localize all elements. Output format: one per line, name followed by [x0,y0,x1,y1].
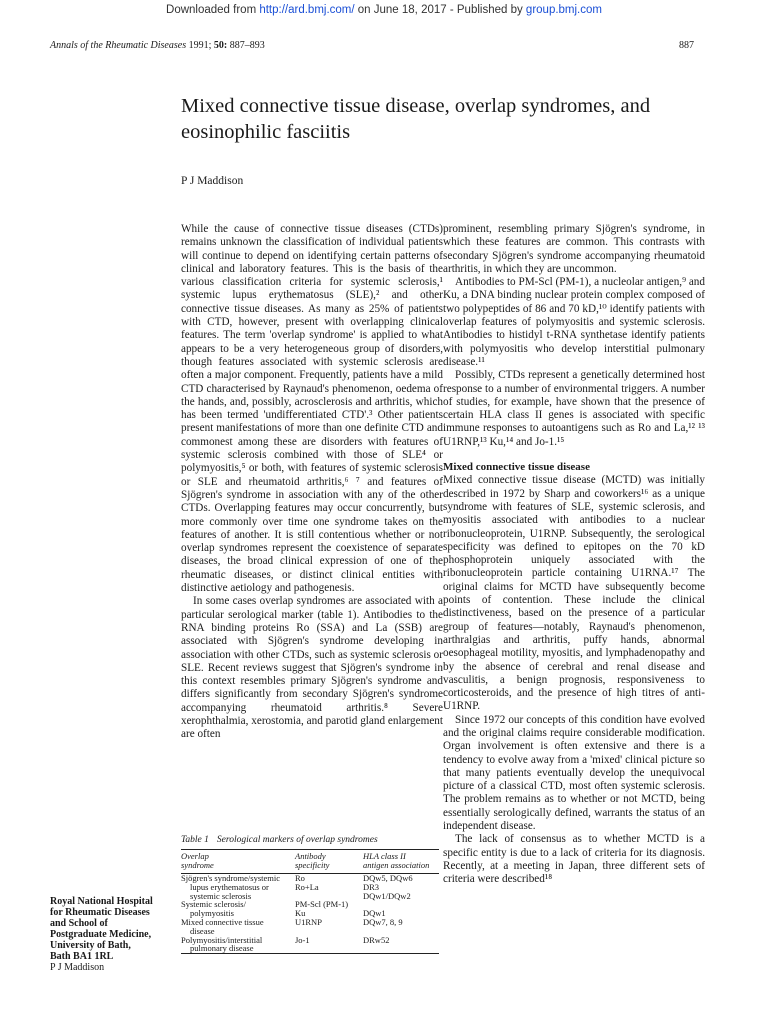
affiliation-line: and School of [50,918,108,929]
banner-prefix: Downloaded from [166,4,260,16]
header-antibody-specificity [295,850,363,874]
cell-line: Systemic sclerosis/ [181,899,246,910]
cell-line: systemic sclerosis [190,890,252,901]
cell-line: DQw1 [363,908,386,919]
cell-syndrome [181,936,295,954]
cell-antibody [295,900,363,918]
table-1 [181,835,443,954]
page-number: 887 [679,40,694,51]
cell-line: disease [190,925,215,936]
affiliation-author-name: P J Maddison [50,962,105,973]
download-banner [0,4,768,16]
header-line: antigen association [363,860,430,870]
table-label: Table 1 [181,835,209,845]
cell-syndrome [181,918,295,936]
body-column-right [443,223,705,887]
cell-hla: DRw52 [363,934,390,945]
cell-line: Polymyositis/interstitial [181,934,263,945]
author-affiliation [50,896,180,973]
body-column-left [181,223,443,742]
journal-reference [50,40,265,51]
section-heading: Mixed connective tissue disease [443,461,590,474]
affiliation-line: Bath BA1 1RL [50,951,114,962]
body-paragraph: Possibly, CTDs represent a genetically determined host response to a number of environmental triggers. A number of studies, for example, have shown that the presence of certain HLA class II genes is associated with specific immune responses to autoantigens such as Ro and La,¹² ¹³ U1RNP,¹³ Ku,¹⁴ and Jo-1.¹⁵ [443,369,705,448]
header-overlap-syndrome [181,850,295,874]
cell-line: polymyositis [190,908,234,919]
cell-line: Mixed connective tissue [181,916,264,927]
header-line: specificity [295,860,330,870]
body-paragraph: In some cases overlap syndromes are associated with a particular serological marker (table 1). Antibodies to the RNA binding proteins Ro (SSA) and La (SSB) are associated with Sjögren's syndrome developing in association with other CTDs, such as systemic sclerosis or SLE. Recent reviews suggest that Sjögren's syndrome in this context resembles primary Sjögren's syndrome and differs significantly from secondary Sjögren's syndrome accompanying rheumatoid arthritis.⁸ Severe xerophthalmia, xerostomia, and parotid gland enlargement are often [181,595,443,741]
table-header-row [181,850,439,874]
cell-line: DQw1/DQw2 [363,890,411,901]
article-title: Mixed connective tissue disease, overlap syndromes, and eosinophilic fasciitis [181,95,651,143]
cell-line: pulmonary disease [190,943,254,954]
cell-antibody: Jo-1 [295,934,310,945]
cell-hla [363,900,439,918]
body-paragraph: prominent, resembling primary Sjögren's syndrome, in which these features are common. This contrasts with secondary Sjögren's syndrome accompanying rheumatoid arthritis, in which they are uncommon. [443,223,705,275]
cell-line: Sjögren's syndrome/systemic [181,873,281,883]
journal-volume: 50: [213,40,228,51]
header-line: Overlap [181,851,209,861]
body-paragraph: Since 1972 our concepts of this condition have evolved and the original claims require considerable modification. Organ involvement is often extensive and there is a tendency to evolve away from a 'mixed' clinical picture so that many patients eventually develop the unequivocal picture of a classical CTD, most often systemic sclerosis. The problem remains as to whether or not MCTD, being essentially serologically defined, warrants the status of an independent disease. [443,713,705,833]
cell-line: DQw5, DQw6 [363,873,413,883]
serological-markers-table [181,849,439,954]
body-paragraph: Antibodies to PM-Scl (PM-1), a nucleolar antigen,⁹ and Ku, a DNA binding nuclear protein complex composed of two polypeptides of 86 and 70 kD,¹⁰ identify patients with overlap features of polymyositis and systemic sclerosis. Antibodies to histidyl t-RNA synthetase identify patients with polymyositis who develop interstitial pulmonary disease.¹¹ [443,276,705,368]
cell-line: Ro+La [295,881,319,892]
header-hla-association [363,850,439,874]
table-row [181,918,439,936]
affiliation-line: Postgraduate Medicine, [50,929,152,940]
cell-line: Ku [295,908,306,919]
cell-line: Ro [295,873,305,883]
header-line: Antibody [295,851,326,861]
banner-middle: on June 18, 2017 - Published by [354,4,526,16]
cell-antibody [295,874,363,901]
cell-line: DR3 [363,881,380,892]
body-paragraph: Mixed connective tissue disease (MCTD) was initially described in 1972 by Sharp and coworkers¹⁶ as a unique syndrome with features of SLE, systemic sclerosis, and myositis associated with antibodies to a nuclear ribonucleoprotein, U1RNP. Subsequently, the serological specificity was defined to epitopes on the 70 kD phosphoprotein uniquely associated with the ribonucleoprotein particle containing U1RNA.¹⁷ The original claims for MCTD have subsequently become points of contention. These include the clinical distinctiveness, based on the presence of a particular group of features—notably, Raynaud's phenomenon, arthralgias and arthritis, puffy hands, abnormal oesophageal motility, myositis, and lymphadenopathy and by the absence of cerebral and renal disease and vasculitis, a benign prognosis, responsiveness to corticosteroids, and the presence of high titres of anti-U1RNP. [443,474,705,713]
cell-syndrome [181,900,295,918]
table-row [181,936,439,954]
cell-syndrome [181,874,295,901]
table-caption [181,835,443,845]
affiliation-line: Royal National Hospital [50,896,153,907]
journal-pages: 887–893 [229,40,265,51]
article-author: P J Maddison [181,175,244,187]
table-caption-text: Serological markers of overlap syndromes [216,835,378,845]
affiliation-line: University of Bath, [50,940,131,951]
affiliation-line: for Rheumatic Diseases [50,907,150,918]
publisher-link[interactable]: group.bmj.com [525,4,602,16]
table-row [181,874,439,901]
header-line: HLA class II [363,851,406,861]
body-paragraph: The lack of consensus as to whether MCTD is a specific entity is due to a lack of criteria for its diagnosis. Recently, at a meeting in Japan, three different sets of criteria were described¹⁸ [443,833,705,886]
cell-line: PM-Scl (PM-1) [295,899,349,910]
cell-hla [363,874,439,901]
cell-antibody: U1RNP [295,916,322,927]
header-line: syndrome [181,860,214,870]
table-row [181,900,439,918]
cell-hla: DQw7, 8, 9 [363,916,403,927]
journal-year: 1991; [188,40,212,51]
source-url-link[interactable]: http://ard.bmj.com/ [259,4,355,16]
journal-name: Annals of the Rheumatic Diseases [50,40,187,51]
body-paragraph: While the cause of connective tissue diseases (CTDs) remains unknown the classification of individual patients will continue to depend on identifying certain patterns of clinical and laboratory features. This is the basis of the various classification criteria for systemic sclerosis,¹ systemic lupus erythematosus (SLE),² and other connective tissue diseases. As many as 25% of patients with CTD, however, present with overlapping clinical features. The term 'overlap syndrome' is applied to what appears to be a very heterogeneous group of disorders, though features associated with systemic sclerosis are often a major component. Frequently, patients have a mild CTD characterised by Raynaud's phenomenon, oedema of the hands, and, possibly, acrosclerosis and arthritis, which has been termed 'undifferentiated CTD'.³ Other patients present manifestations of more than one definite CTD and commonest among these are disorders with features of systemic sclerosis combined with those of SLE⁴ or polymyositis,⁵ or both, with features of systemic sclerosis or SLE and rheumatoid arthritis,⁶ ⁷ and features of Sjögren's syndrome in association with any of the other CTDs. Overlapping features may occur concurrently, but more commonly over time one syndrome takes on the features of another. It is still contentious whether or not overlap syndromes represent the coexistence of separate diseases, the broad clinical expression of one of the rheumatic diseases, or distinct clinical entities with distinctive aetiology and pathogenesis. [181,223,443,595]
cell-line: lupus erythematosus or [190,881,269,892]
